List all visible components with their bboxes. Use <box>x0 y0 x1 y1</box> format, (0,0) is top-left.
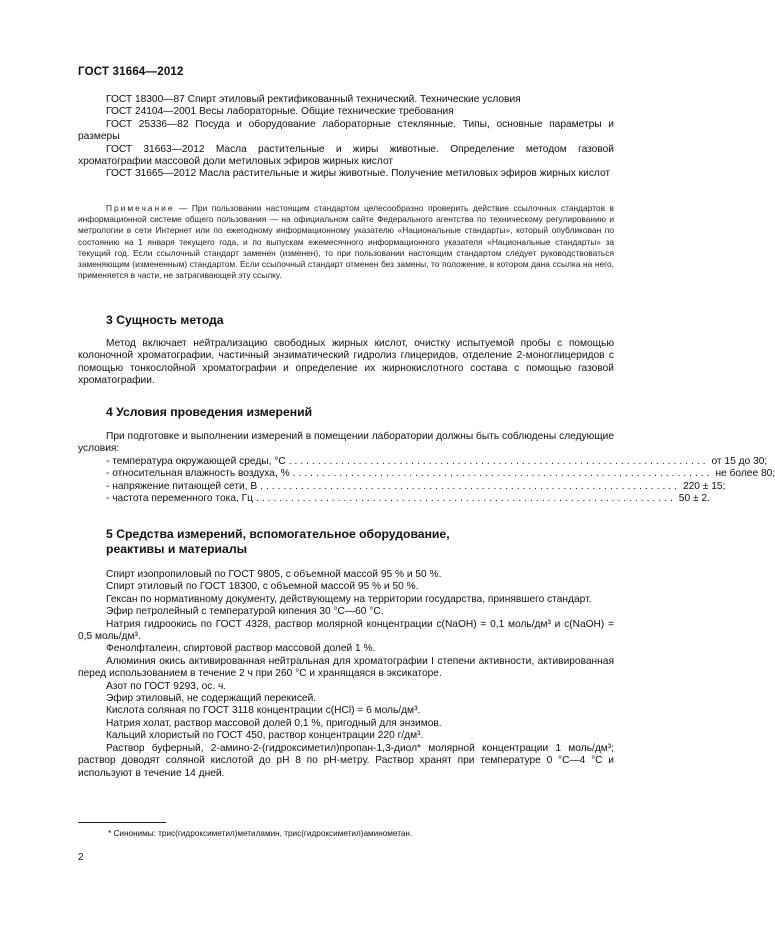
note-label: Примечание <box>106 203 175 213</box>
reagent-item: Эфир этиловый, не содержащий перекисей. <box>106 693 317 705</box>
section-4-intro <box>78 431 614 456</box>
reagent-item: Фенолфталеин, спиртовой раствор массовой долей 1 %. <box>106 643 376 655</box>
section-5-list <box>78 569 614 780</box>
reagent-item: Кальций хлористый по ГОСТ 450, раствор концентрации 220 г/дм³. <box>106 730 424 742</box>
reagent-item: Азот по ГОСТ 9293, ос. ч. <box>106 680 227 692</box>
reagent-item: Натрия холат, раствор массовой долей 0,1 %, пригодный для энзимов. <box>106 717 442 729</box>
section-3-text: Метод включает нейтрализацию свободных жирных кислот, очистку испытуемой пробы с помощью колоночной хроматографии, частичный энзиматический гидролиз глицеридов, отделение 2-моноглицеридов с помощью тонкослойной хроматографии и определение их жирнокислотного состава с помощью газовой хроматографии. <box>78 338 614 387</box>
condition-row: - относительная влажность воздуха, % ........................................................................ не более 80; <box>106 468 775 480</box>
condition-row: - частота переменного тока, Гц ........................................................................ 50 ± 2. <box>106 493 710 505</box>
running-header: ГОСТ 31664—2012 <box>78 66 184 78</box>
section-4-intro-text: При подготовке и выполнении измерений в помещении лаборатории должны быть соблюдены следующие условия: <box>78 431 614 455</box>
reagent-item: Эфир петролейный с температурой кипения 30 °С—60 °С. <box>106 606 384 618</box>
reference-item: ГОСТ 25336—82 Посуда и оборудование лабораторные стеклянные. Типы, основные параметры и размеры <box>78 118 614 143</box>
footnote-divider <box>78 822 166 823</box>
footnote: * Синонимы: трис(гидроксиметил)метиламин, трис(гидроксиметил)аминометан. <box>108 829 413 838</box>
condition-row: - температура окружающей среды, °С ........................................................................ от 15 до 30; <box>106 456 768 467</box>
reference-item: ГОСТ 31665—2012 Масла растительные и жиры животные. Получение метиловых эфиров жирных кислот <box>106 168 611 180</box>
note-block <box>78 203 614 281</box>
reagent-item: Спирт изопропиловый по ГОСТ 9805, с объемной массой 95 % и 50 %. <box>106 569 442 580</box>
section-3-heading: 3 Сущность метода <box>106 313 224 327</box>
reference-item: ГОСТ 31663—2012 Масла растительные и жиры животные. Определение методом газовой хроматографии массовой доли метиловых эфиров жирных кислот <box>78 143 614 168</box>
reagent-item: Алюминия окись активированная нейтральная для хроматографии I степени активности, активированная перед использованием в течение 2 ч при 260 °С и хранящаяся в эксикаторе. <box>78 655 614 680</box>
condition-row: - напряжение питающей сети, В ........................................................................ 220 ± 15; <box>106 480 726 492</box>
section-3-body <box>78 338 614 388</box>
reagent-item: Спирт этиловый по ГОСТ 18300, с объемной массой 95 % и 50 %. <box>106 581 419 593</box>
reference-item: ГОСТ 18300—87 Спирт этиловый ректификованный технический. Технические условия <box>106 94 521 105</box>
reagent-item: Натрия гидроокись по ГОСТ 4328, раствор молярной концентрации c(NaOH) = 0,1 моль/дм³ и c(NaOH) = 0,5 моль/дм³. <box>78 618 614 643</box>
conditions-list <box>106 456 775 506</box>
note-text: — При пользовании настоящим стандартом целесообразно проверить действие ссылочных стандартов в информационной системе общего пользования — на официальном сайте Федерального агентства по техническому регулированию и метрологии в сети Интернет или по ежегодному информационному указателю «Национальные стандарты», который опубликован по состоянию на 1 января текущего года, и по выпускам ежемесячного информационного указателя «Национальные стандарты» за текущий год. Если ссылочный стандарт заменен (изменен), то при пользовании настоящим стандартом следует руководствоваться заменяющим (измененным) стандартом. Если ссылочный стандарт отменен без замены, то положение, в котором дана ссылка на него, применяется в части, не затрагивающей эту ссылку. <box>78 203 615 281</box>
section-4-heading: 4 Условия проведения измерений <box>106 405 313 419</box>
normative-references <box>78 94 614 181</box>
reagent-item: Гексан по нормативному документу, действующему на территории государства, принявшего стандарт. <box>106 593 592 605</box>
page-number: 2 <box>78 852 84 863</box>
reference-item: ГОСТ 24104—2001 Весы лабораторные. Общие технические требования <box>106 106 454 118</box>
reagent-item: Кислота соляная по ГОСТ 3118 концентрации c(HCl) = 6 моль/дм³. <box>106 705 421 717</box>
section-5-heading: 5 Средства измерений, вспомогательное оборудование, реактивы и материалы <box>106 527 450 556</box>
reagent-item: Раствор буферный, 2-амино-2-(гидроксиметил)пропан-1,3-диол* молярной концентрации 1 моль/дм³; раствор доводят соляной кислотой до pH 8 по pH-метру. Раствор хранят при температуре 0 °С—4 °С и используют в течение 14 дней. <box>78 742 614 779</box>
